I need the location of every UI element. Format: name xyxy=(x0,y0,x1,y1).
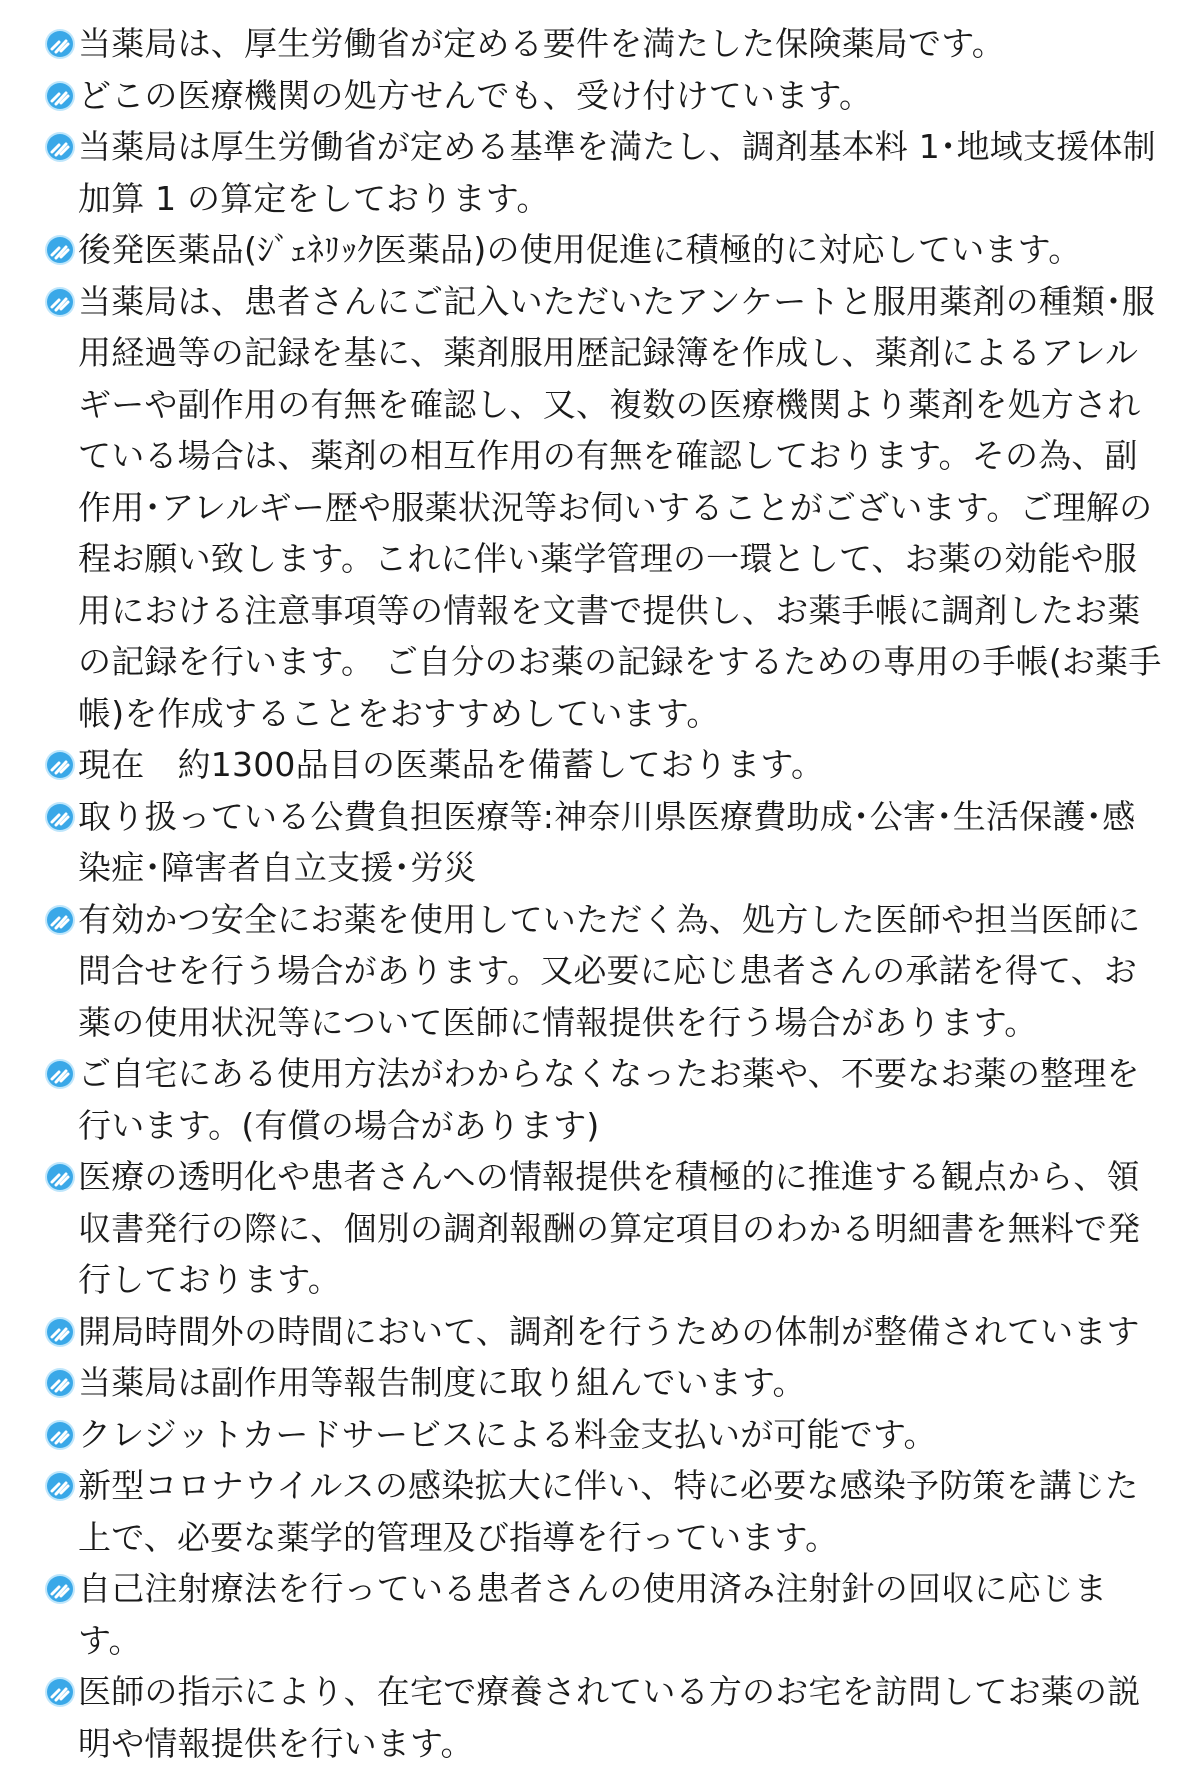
notice-item-medication-history xyxy=(44,276,1164,740)
notice-item-itemized-receipt xyxy=(44,1151,1164,1306)
notice-text: どこの医療機関の処方せんでも、受け付けています。 xyxy=(78,75,873,115)
pill-capsule-bullet-icon xyxy=(44,1058,76,1090)
pill-capsule-bullet-icon xyxy=(44,286,76,318)
notice-text: 当薬局は副作用等報告制度に取り組んでいます。 xyxy=(78,1363,806,1402)
notice-item-doctor-inquiry xyxy=(44,894,1164,1049)
pill-capsule-bullet-icon xyxy=(44,234,76,266)
notice-text: 後発医薬品(ｼﾞｪﾈﾘｯｸ医薬品)の使用促進に積極的に対応しています。 xyxy=(78,230,1082,269)
pill-capsule-bullet-icon xyxy=(44,28,76,60)
pill-capsule-bullet-icon xyxy=(44,1470,76,1502)
notice-text: 取り扱っている公費負担医療等:神奈川県医療費助成･公害･生活保護･感染症･障害者自立支援･労災 xyxy=(78,796,1136,887)
notice-item-needle-collection xyxy=(44,1563,1164,1666)
pill-capsule-bullet-icon xyxy=(44,1367,76,1399)
pharmacy-notice-list xyxy=(44,18,1164,1769)
pill-capsule-bullet-icon xyxy=(44,1573,76,1605)
notice-text: 現在 約1300品目の医薬品を備蓄しております。 xyxy=(78,745,825,784)
notice-text: 当薬局は厚生労働省が定める基準を満たし、調剤基本料 1･地域支援体制加算 1 の算定をしております。 xyxy=(78,127,1156,218)
pill-capsule-bullet-icon xyxy=(44,904,76,936)
notice-text: 新型コロナウイルスの感染拡大に伴い、特に必要な感染予防策を講じた上で、必要な薬学的管理及び指導を行っています。 xyxy=(78,1466,1139,1557)
notice-text: 開局時間外の時間において、調剤を行うための体制が整備されています xyxy=(78,1311,1140,1351)
notice-item-insurance-pharmacy xyxy=(44,18,1164,70)
notice-item-home-visit xyxy=(44,1666,1164,1769)
pill-capsule-bullet-icon xyxy=(44,801,76,833)
notice-item-credit-card xyxy=(44,1409,1164,1461)
notice-text: クレジットカードサービスによる料金支払いが可能です。 xyxy=(78,1414,937,1454)
pill-capsule-bullet-icon xyxy=(44,1161,76,1193)
notice-text: 有効かつ安全にお薬を使用していただく為、処方した医師や担当医師に問合せを行う場合があります。又必要に応じ患者さんの承諾を得て、お薬の使用状況等について医師に情報提供を行う場合があります。 xyxy=(78,899,1141,1042)
pill-capsule-bullet-icon xyxy=(44,1316,76,1348)
notice-text: 当薬局は、厚生労働省が定める要件を満たした保険薬局です。 xyxy=(78,24,1005,63)
notice-item-any-prescription xyxy=(44,70,1164,122)
notice-item-after-hours xyxy=(44,1306,1164,1358)
notice-item-side-effect-report xyxy=(44,1357,1164,1409)
pill-capsule-bullet-icon xyxy=(44,80,76,112)
notice-text: 自己注射療法を行っている患者さんの使用済み注射針の回収に応じます。 xyxy=(78,1569,1108,1660)
notice-text: 当薬局は、患者さんにご記入いただいたアンケートと服用薬剤の種類･服用経過等の記録を基に、薬剤服用歴記録簿を作成し、薬剤によるアレルギーや副作用の有無を確認し、又、複数の医療機関より薬剤を処方されている場合は、薬剤の相互作用の有無を確認しております。その為、副作用･アレルギー歴や服薬状況等お伺いすることがございます。ご理解の程お願い致します。これに伴い薬学管理の一環として、お薬の効能や服用における注意事項等の情報を文書で提供し、お薬手帳に調剤したお薬の記録を行います。 ご自分のお薬の記録をするための専用の手帳(お薬手帳)を作成することをおすすめしています。 xyxy=(78,281,1162,733)
notice-text: ご自宅にある使用方法がわからなくなったお薬や、不要なお薬の整理を行います。(有償の場合があります) xyxy=(78,1054,1140,1145)
notice-item-generic-drugs xyxy=(44,224,1164,276)
notice-item-covid-measures xyxy=(44,1460,1164,1563)
pill-capsule-bullet-icon xyxy=(44,749,76,781)
notice-text: 医師の指示により、在宅で療養されている方のお宅を訪問してお薬の説明や情報提供を行います。 xyxy=(78,1672,1141,1763)
notice-item-public-expense xyxy=(44,791,1164,894)
pill-capsule-bullet-icon xyxy=(44,131,76,163)
notice-item-stock-count xyxy=(44,739,1164,791)
notice-item-leftover-medicine xyxy=(44,1048,1164,1151)
pill-capsule-bullet-icon xyxy=(44,1419,76,1451)
notice-text: 医療の透明化や患者さんへの情報提供を積極的に推進する観点から、領収書発行の際に、個別の調剤報酬の算定項目のわかる明細書を無料で発行しております。 xyxy=(78,1157,1141,1299)
pill-capsule-bullet-icon xyxy=(44,1676,76,1708)
notice-item-basic-fee xyxy=(44,121,1164,224)
